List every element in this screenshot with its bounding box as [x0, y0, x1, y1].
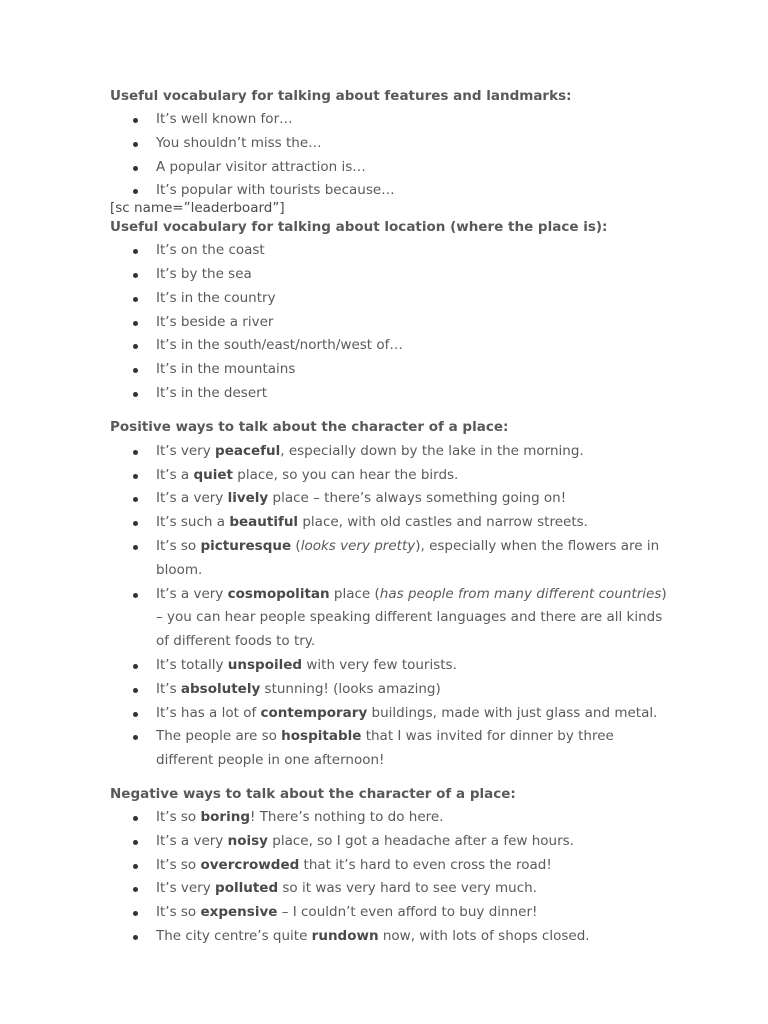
list-item: It’s so overcrowded that it’s hard to even cross the road! [110, 854, 670, 878]
list-item: It’s so expensive – I couldn’t even afford to buy dinner! [110, 901, 670, 925]
features-list [110, 108, 670, 203]
list-item: It’s a quiet place, so you can hear the birds. [110, 464, 670, 488]
list-item: It’s very peaceful, especially down by the lake in the morning. [110, 440, 670, 464]
list-item: It’s totally unspoiled with very few tourists. [110, 654, 670, 678]
list-item: It’s in the south/east/north/west of… [110, 334, 670, 358]
list-item: It’s a very noisy place, so I got a headache after a few hours. [110, 830, 670, 854]
list-item: It’s very polluted so it was very hard to see very much. [110, 877, 670, 901]
location-heading: Useful vocabulary for talking about location (where the place is): [110, 219, 608, 236]
list-item: It’s has a lot of contemporary buildings, made with just glass and metal. [110, 702, 670, 726]
document-page [110, 86, 670, 949]
list-item: The city centre’s quite rundown now, with lots of shops closed. [110, 925, 670, 949]
list-item: It’s a very cosmopolitan place (has people from many different countries) – you can hear people speaking different languages and there are all kinds of different foods to try. [110, 583, 670, 654]
list-item: It’s in the country [110, 287, 670, 311]
list-item: It’s a very lively place – there’s always something going on! [110, 487, 670, 511]
list-item: It’s on the coast [110, 239, 670, 263]
list-item: You shouldn’t miss the… [110, 132, 670, 156]
list-item: It’s in the mountains [110, 358, 670, 382]
list-item: The people are so hospitable that I was invited for dinner by three different people in one afternoon! [110, 725, 670, 773]
positive-list [110, 440, 670, 773]
list-item: It’s so picturesque (looks very pretty), especially when the flowers are in bloom. [110, 535, 670, 583]
list-item: It’s beside a river [110, 311, 670, 335]
list-item: It’s in the desert [110, 382, 670, 406]
negative-list [110, 806, 670, 949]
shortcode-text: [sc name=”leaderboard”] [110, 200, 285, 217]
list-item: It’s so boring! There’s nothing to do here. [110, 806, 670, 830]
features-heading: Useful vocabulary for talking about features and landmarks: [110, 88, 572, 104]
negative-heading: Negative ways to talk about the character of a place: [110, 785, 516, 802]
positive-heading: Positive ways to talk about the character of a place: [110, 418, 509, 435]
list-item: A popular visitor attraction is… [110, 156, 670, 180]
list-item: It’s well known for… [110, 108, 670, 132]
list-item: It’s popular with tourists because… [110, 179, 670, 203]
list-item: It’s absolutely stunning! (looks amazing) [110, 678, 670, 702]
location-list [110, 239, 670, 406]
list-item: It’s such a beautiful place, with old castles and narrow streets. [110, 511, 670, 535]
list-item: It’s by the sea [110, 263, 670, 287]
